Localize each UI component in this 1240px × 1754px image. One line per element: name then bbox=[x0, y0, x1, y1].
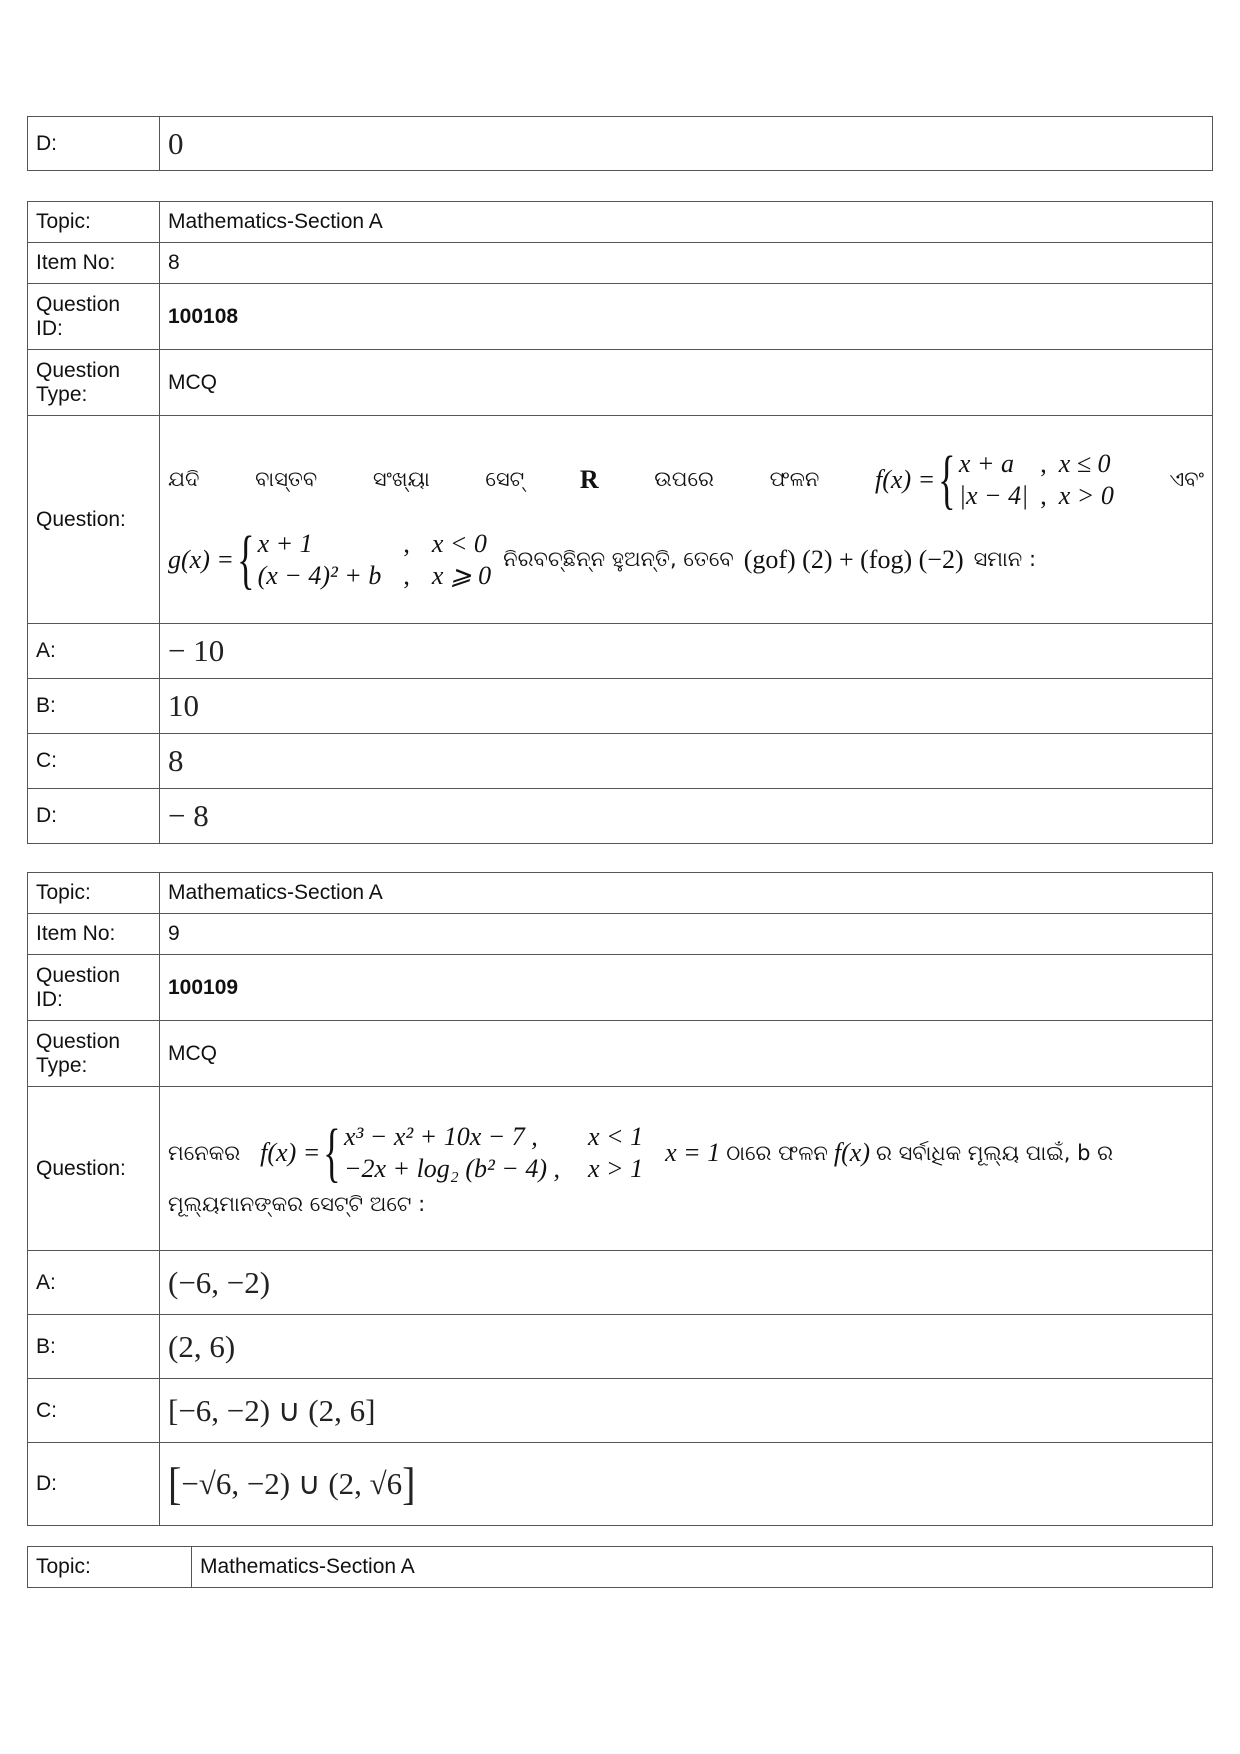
topic-value: Mathematics-Section A bbox=[160, 202, 1213, 243]
option-b-label: B: bbox=[28, 679, 160, 734]
item-no-label: Item No: bbox=[28, 914, 160, 955]
question-id-value: 100108 bbox=[160, 284, 1213, 350]
brace-icon: { bbox=[237, 522, 255, 596]
option-c-value: [−6, −2) ∪ (2, 6] bbox=[160, 1379, 1213, 1443]
question-8-body bbox=[160, 416, 1213, 624]
question-type-value: MCQ bbox=[160, 1021, 1213, 1087]
option-a-value: (−6, −2) bbox=[160, 1251, 1213, 1315]
topic-label: Topic: bbox=[28, 873, 160, 914]
question-8-table bbox=[27, 201, 1213, 844]
question-id-label: Question ID: bbox=[28, 284, 160, 350]
option-d-label: D: bbox=[28, 789, 160, 844]
left-bracket-icon: [ bbox=[168, 1457, 182, 1510]
topic-value: Mathematics-Section A bbox=[192, 1547, 1213, 1588]
and-word: ଏବଂ bbox=[1169, 467, 1204, 491]
question-9-line-1: ମନେକର f(x) = { x³ − x² + 10x − 7 , x < 1 −2x + log₂ (b² − 4) , x > 1 x = 1 ଠାରେ ଫଳନ f(x) ର ସର୍ବାଧିକ ମୂଲ୍ୟ ପାଇଁ, b ର bbox=[168, 1116, 1114, 1189]
next-question-table bbox=[27, 1546, 1213, 1588]
option-a-value: − 10 bbox=[160, 624, 1213, 679]
option-a-label: A: bbox=[28, 1251, 160, 1315]
f-piecewise: f(x) = { x + a , x ≤ 0 |x − 4| , x > 0 bbox=[875, 442, 1114, 516]
question-type-label: Question Type: bbox=[28, 350, 160, 416]
question-id-value: 100109 bbox=[160, 955, 1213, 1021]
brace-icon: { bbox=[323, 1116, 341, 1189]
option-d-value: − 8 bbox=[160, 789, 1213, 844]
option-c-label: C: bbox=[28, 734, 160, 789]
question-9-table bbox=[27, 872, 1213, 1526]
question-8-line-1 bbox=[168, 442, 1204, 516]
question-label: Question: bbox=[28, 1087, 160, 1251]
option-d-value: 0 bbox=[160, 117, 1213, 171]
option-b-label: B: bbox=[28, 1315, 160, 1379]
topic-label: Topic: bbox=[28, 202, 160, 243]
prev-question-table bbox=[27, 116, 1213, 171]
f-piecewise: f(x) = { x³ − x² + 10x − 7 , x < 1 −2x + log₂ (b² − 4) , x > 1 bbox=[260, 1116, 644, 1189]
right-bracket-icon: ] bbox=[402, 1457, 416, 1510]
word-1: ଯଦି bbox=[168, 467, 200, 491]
word-5: R bbox=[579, 464, 599, 494]
brace-icon: { bbox=[938, 442, 956, 516]
option-c-value: 8 bbox=[160, 734, 1213, 789]
option-c-label: C: bbox=[28, 1379, 160, 1443]
option-d-value: [ −√6, −2) ∪ (2, √6 ] bbox=[160, 1443, 1213, 1526]
question-type-label: Question Type: bbox=[28, 1021, 160, 1087]
word-3: ସଂଖ୍ୟା bbox=[372, 467, 430, 491]
topic-value: Mathematics-Section A bbox=[160, 873, 1213, 914]
item-no-label: Item No: bbox=[28, 243, 160, 284]
question-9-line-2: ମୂଲ୍ୟମାନଙ୍କର ସେଟ୍‌ଟି ଅଟେ : bbox=[168, 1192, 426, 1216]
item-no-value: 9 bbox=[160, 914, 1213, 955]
word-2: ବାସ୍ତବ bbox=[255, 467, 318, 491]
option-a-label: A: bbox=[28, 624, 160, 679]
question-type-value: MCQ bbox=[160, 350, 1213, 416]
question-id-label: Question ID: bbox=[28, 955, 160, 1021]
word-4: ସେଟ୍ bbox=[485, 467, 525, 491]
option-d-label: D: bbox=[28, 1443, 160, 1526]
g-piecewise: g(x) = { x + 1 , x < 0 (x − 4)² + b , x ⩾ 0 bbox=[168, 522, 492, 596]
word-6: ଉପରେ bbox=[654, 467, 714, 491]
question-9-body bbox=[160, 1087, 1213, 1251]
word-7: ଫଳନ bbox=[769, 467, 820, 491]
item-no-value: 8 bbox=[160, 243, 1213, 284]
option-d-label: D: bbox=[28, 117, 160, 171]
option-b-value: (2, 6) bbox=[160, 1315, 1213, 1379]
topic-label: Topic: bbox=[28, 1547, 192, 1588]
question-8-line-2: g(x) = { x + 1 , x < 0 (x − 4)² + b , x ⩾ 0 ନିରବଚ୍ଛିନ୍ନ ହୁଅନ୍ତି, ତେବେ (gof) (2) + (fog) (−2) ସମାନ : bbox=[168, 522, 1037, 596]
option-b-value: 10 bbox=[160, 679, 1213, 734]
question-label: Question: bbox=[28, 416, 160, 624]
